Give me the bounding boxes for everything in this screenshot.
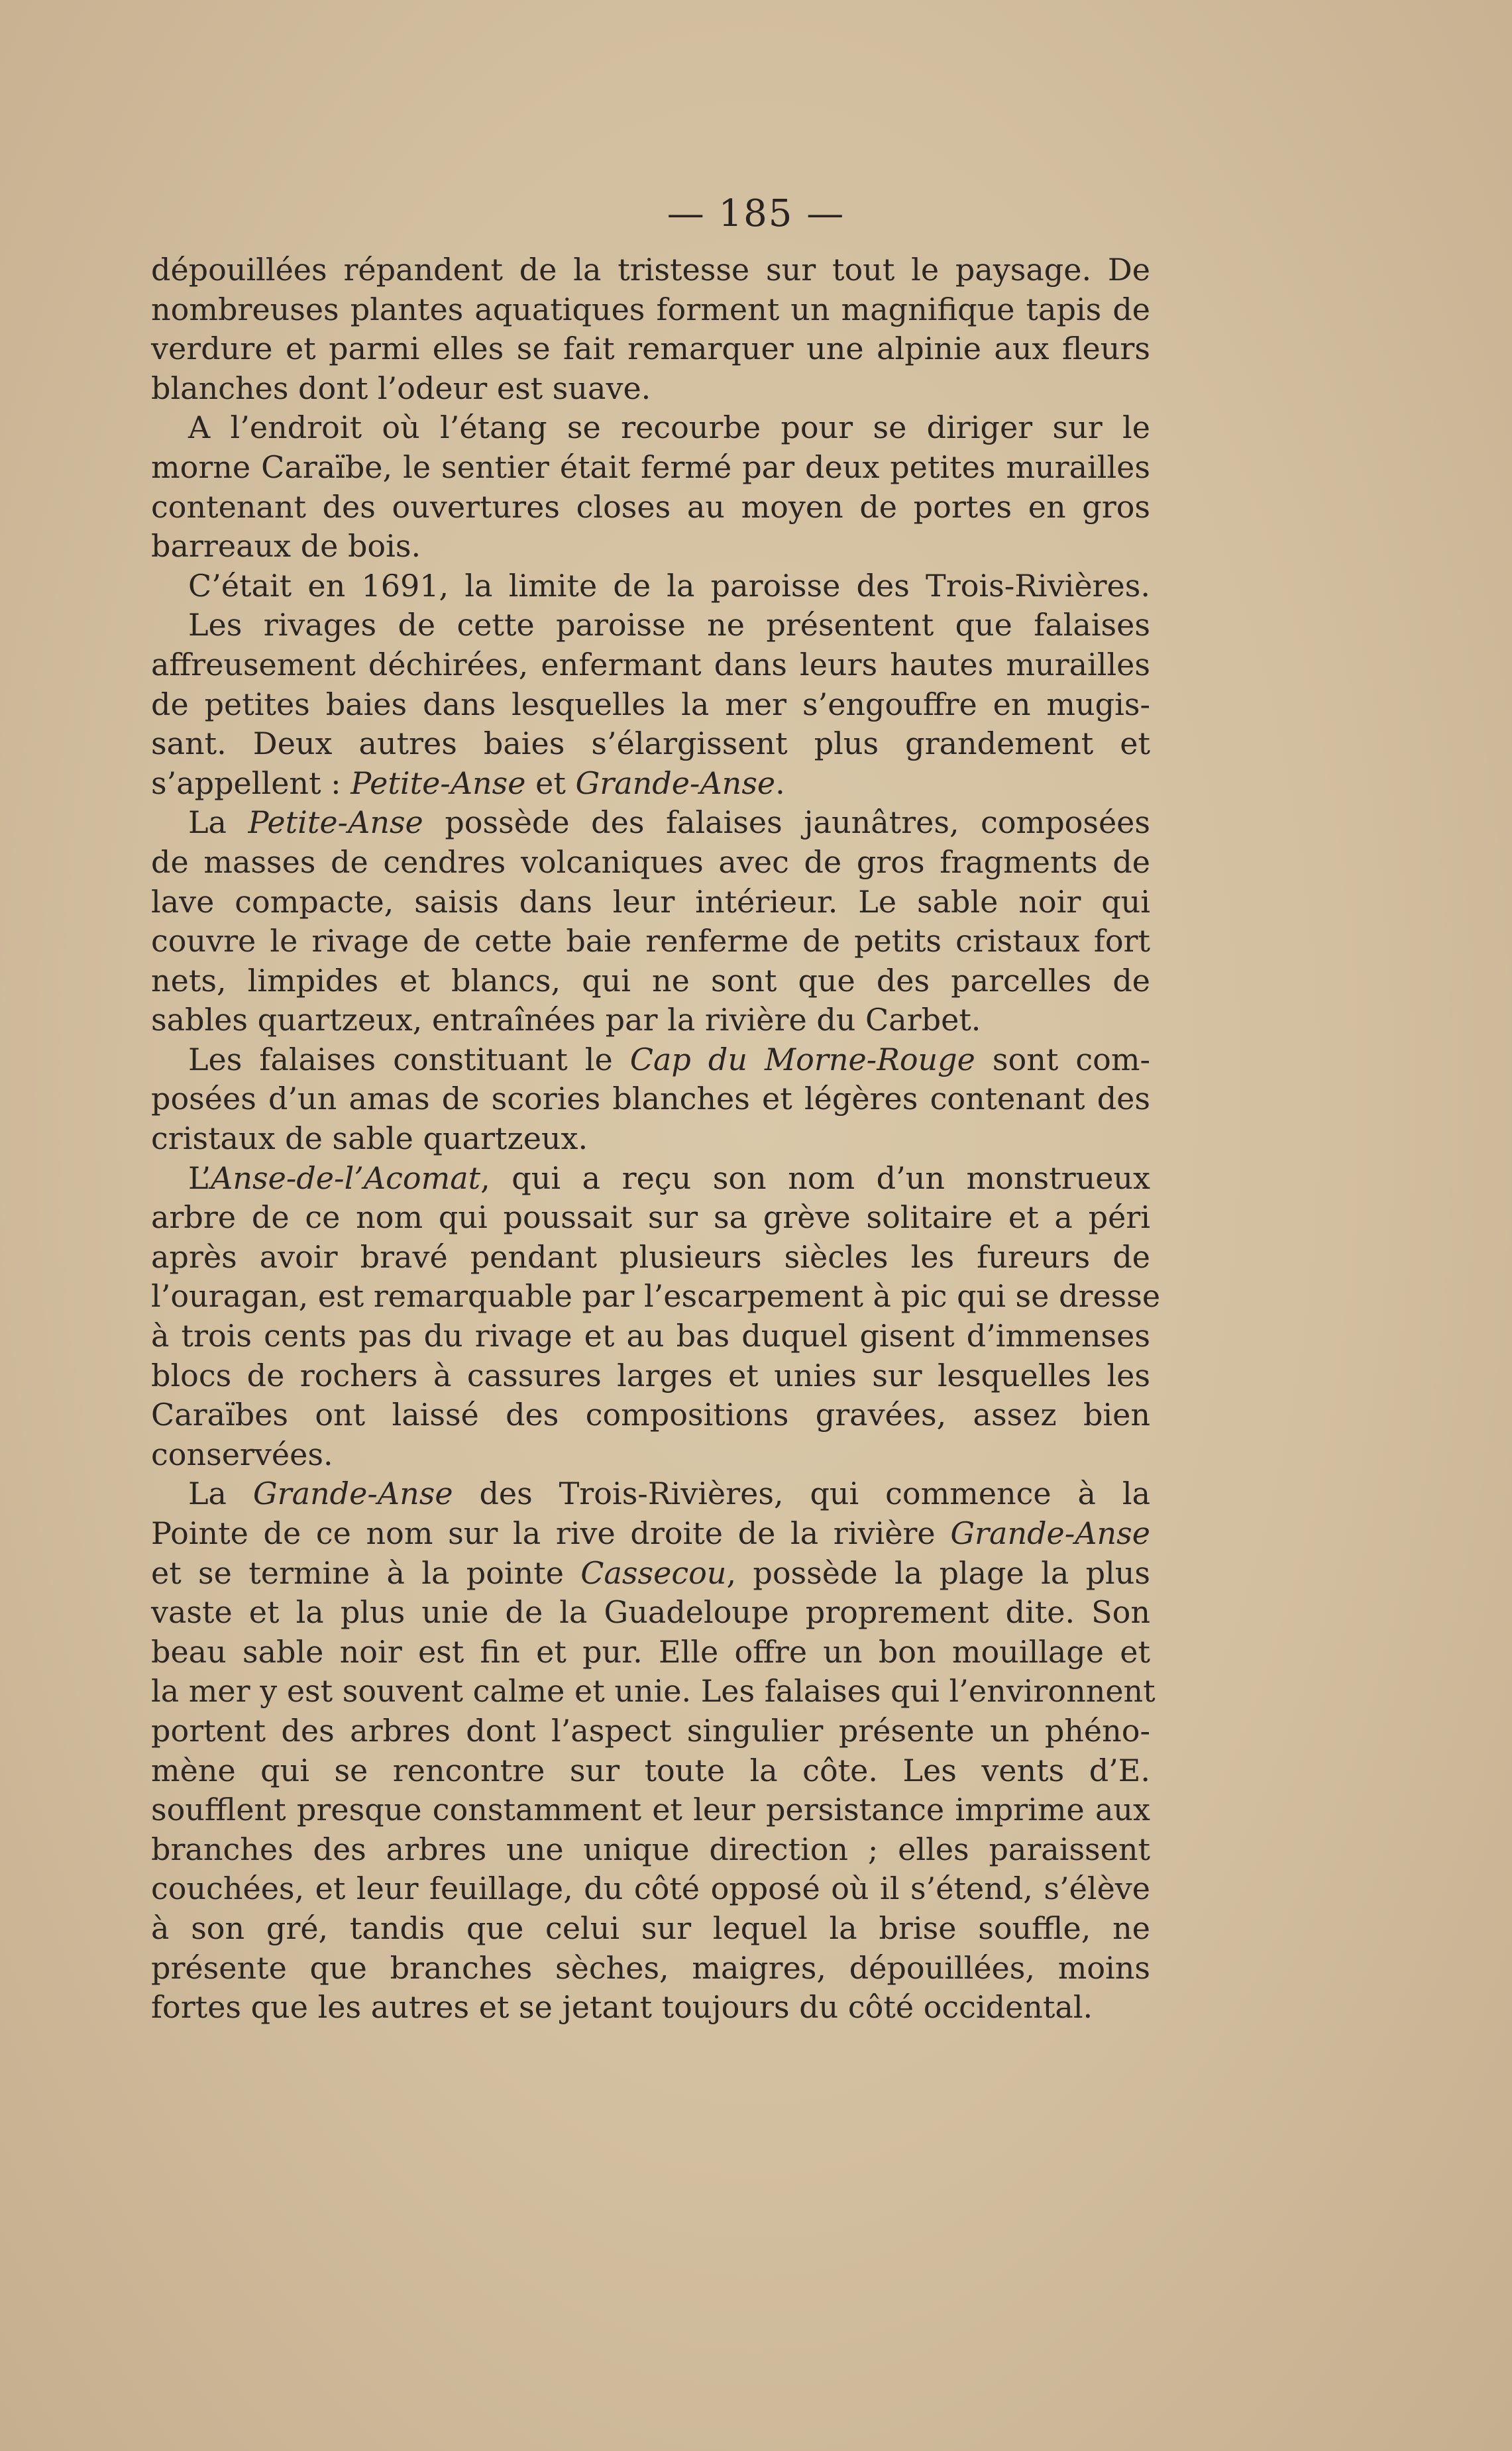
text-line — [151, 1949, 1150, 1988]
italic-text: Petite-Anse — [248, 804, 423, 841]
text-span: morne Caraïbe, le sentier était fermé par deux petites murailles — [151, 449, 1150, 485]
text-span: couchées, et leur feuillage, du côté opposé où il s’étend, s’élève — [151, 1871, 1150, 1907]
text-line — [151, 290, 1150, 330]
text-span: C’était en 1691, la limite de la paroisse des Trois-Rivières. — [188, 567, 1150, 604]
italic-text: Grande-Anse — [575, 765, 776, 801]
text-span: mène qui se rencontre sur toute la côte. Les vents d’E. — [151, 1752, 1150, 1788]
text-span: cristaux de sable quartzeux. — [151, 1120, 588, 1157]
text-line — [151, 250, 1150, 290]
text-line — [151, 1474, 1150, 1514]
text-span: . — [775, 765, 785, 801]
text-span: à son gré, tandis que celui sur lequel la brise souffle, ne — [151, 1910, 1150, 1946]
text-span: et — [525, 765, 576, 801]
text-span: La — [188, 804, 248, 841]
page-number: — 185 — — [667, 192, 845, 235]
text-span: dépouillées répandent de la tristesse sur tout le paysage. De — [151, 252, 1150, 288]
text-line — [151, 1040, 1150, 1080]
italic-text: Grande-Anse — [252, 1476, 453, 1512]
text-span: posées d’un amas de scories blanches et légères contenant des — [151, 1081, 1150, 1117]
text-line — [151, 329, 1150, 369]
text-span: l’ouragan, est remarquable par l’escarpement à pic qui se dresse — [151, 1278, 1161, 1315]
text-line — [151, 1238, 1150, 1278]
text-span: contenant des ouvertures closes au moyen de portes en gros — [151, 488, 1150, 525]
text-line — [151, 1554, 1150, 1594]
text-span: s’appellent : — [151, 765, 351, 801]
text-line — [151, 843, 1150, 883]
text-span: la mer y est souvent calme et unie. Les falaises qui l’environnent — [151, 1673, 1156, 1710]
text-line — [151, 1909, 1150, 1949]
text-line — [151, 764, 1150, 804]
text-line — [151, 527, 1150, 567]
italic-text: Petite-Anse — [351, 765, 526, 801]
text-span: soufflent presque constamment et leur persistance imprime aux — [151, 1792, 1150, 1828]
text-span: blocs de rochers à cassures larges et unies sur lesquelles les — [151, 1357, 1150, 1393]
text-line — [151, 1119, 1150, 1159]
text-line — [151, 1593, 1150, 1633]
text-line — [151, 567, 1150, 606]
text-span: A l’endroit où l’étang se recourbe pour se diriger sur le — [188, 409, 1150, 446]
text-line — [151, 1356, 1150, 1396]
text-span: affreusement déchirées, enfermant dans leurs hautes murailles — [151, 646, 1150, 682]
text-span: blanches dont l’odeur est suave. — [151, 370, 651, 406]
text-span: sables quartzeux, entraînées par la rivière du Carbet. — [151, 1002, 981, 1038]
italic-text: Grande-Anse — [950, 1515, 1150, 1551]
text-span: de petites baies dans lesquelles la mer s’engouffre en mugis- — [151, 686, 1150, 722]
text-line — [151, 1317, 1150, 1356]
text-line — [151, 1672, 1156, 1712]
text-line — [151, 408, 1150, 448]
text-line — [151, 1435, 1150, 1475]
text-line — [151, 883, 1150, 922]
text-span: lave compacte, saisis dans leur intérieur. Le sable noir qui — [151, 883, 1150, 920]
italic-text: Anse-de-l’Acomat — [211, 1160, 481, 1196]
text-span: , possède la plage la plus — [726, 1554, 1150, 1591]
body-text — [151, 250, 1161, 2028]
text-span: sant. Deux autres baies s’élargissent plus grandement et — [151, 726, 1150, 762]
text-line — [151, 803, 1150, 843]
italic-text: Cap du Morne-Rouge — [629, 1041, 975, 1077]
italic-text: Cassecou — [580, 1554, 727, 1591]
text-span: , qui a reçu son nom d’un monstrueux — [480, 1160, 1150, 1196]
text-span: arbre de ce nom qui poussait sur sa grève solitaire et a péri — [151, 1199, 1150, 1236]
text-span: L’ — [188, 1160, 211, 1196]
text-span: nombreuses plantes aquatiques forment un magnifique tapis de — [151, 291, 1150, 327]
text-line — [151, 488, 1150, 527]
text-span: à trois cents pas du rivage et au bas duquel gisent d’immenses — [151, 1318, 1150, 1354]
text-line — [151, 1514, 1150, 1554]
text-span: beau sable noir est fin et pur. Elle offre un bon mouillage et — [151, 1633, 1150, 1670]
text-line — [151, 685, 1150, 725]
text-line — [151, 961, 1150, 1001]
text-line — [151, 369, 1150, 409]
text-line — [151, 645, 1150, 685]
text-span: La — [188, 1476, 253, 1512]
text-span: fortes que les autres et se jetant toujours du côté occidental. — [151, 1989, 1093, 2026]
text-span: Les rivages de cette paroisse ne présentent que falaises — [188, 607, 1150, 643]
text-line — [151, 1198, 1150, 1238]
text-span: après avoir bravé pendant plusieurs siècles les fureurs de — [151, 1238, 1150, 1275]
text-span: des Trois-Rivières, qui commence à la — [453, 1476, 1151, 1512]
text-span: possède des falaises jaunâtres, composées — [423, 804, 1151, 841]
text-line — [151, 1869, 1150, 1909]
text-line — [151, 1712, 1150, 1751]
text-line — [151, 1001, 1150, 1040]
text-line — [151, 448, 1150, 488]
text-span: couvre le rivage de cette baie renferme de petits cristaux fort — [151, 923, 1150, 959]
text-span: Pointe de ce nom sur la rive droite de la rivière — [151, 1515, 951, 1551]
text-line — [151, 1079, 1150, 1119]
text-line — [151, 1277, 1161, 1317]
text-span: portent des arbres dont l’aspect singulier présente un phéno- — [151, 1712, 1150, 1749]
text-span: présente que branches sèches, maigres, dépouillées, moins — [151, 1949, 1150, 1986]
text-line — [151, 1751, 1150, 1791]
text-span: verdure et parmi elles se fait remarquer une alpinie aux fleurs — [151, 331, 1150, 367]
text-span: barreaux de bois. — [151, 528, 421, 565]
text-line — [151, 606, 1150, 645]
text-span: conservées. — [151, 1436, 333, 1472]
text-line — [151, 1790, 1150, 1830]
text-line — [151, 1395, 1150, 1435]
text-span: branches des arbres une unique direction ; elles paraissent — [151, 1831, 1150, 1867]
text-line — [151, 1830, 1150, 1870]
text-span: sont com- — [975, 1041, 1150, 1077]
text-line — [151, 724, 1150, 764]
text-line — [151, 1633, 1150, 1672]
text-line — [151, 1159, 1150, 1199]
text-span: Les falaises constituant le — [188, 1041, 630, 1077]
text-span: nets, limpides et blancs, qui ne sont que des parcelles de — [151, 962, 1150, 999]
text-line — [151, 922, 1150, 961]
text-span: Caraïbes ont laissé des compositions gravées, assez bien — [151, 1397, 1150, 1433]
text-span: de masses de cendres volcaniques avec de gros fragments de — [151, 844, 1150, 880]
text-span: et se termine à la pointe — [151, 1554, 581, 1591]
text-span: vaste et la plus unie de la Guadeloupe proprement dite. Son — [151, 1594, 1150, 1631]
text-line — [151, 1988, 1150, 2028]
